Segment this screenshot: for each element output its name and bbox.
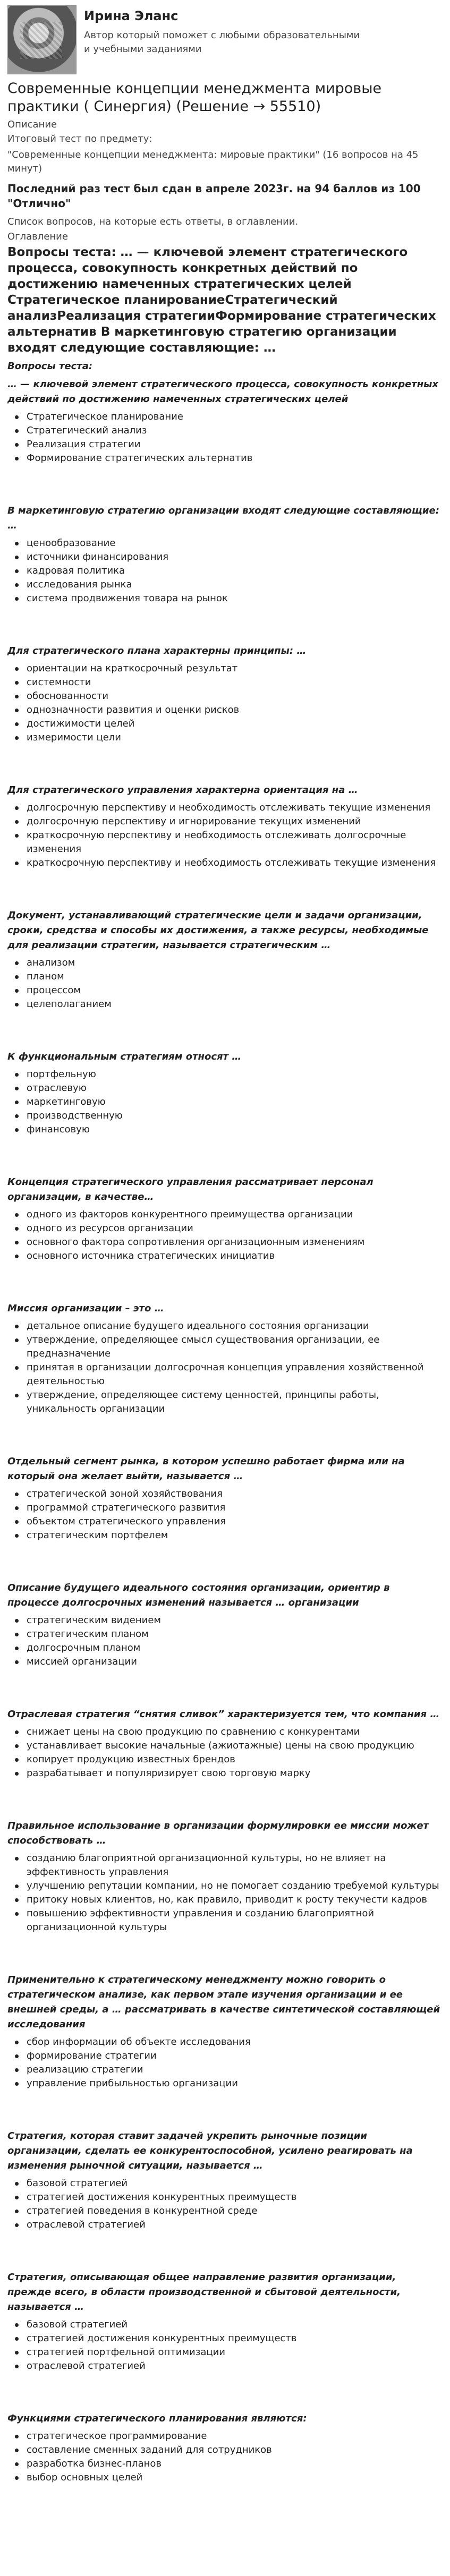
avatar[interactable]	[7, 5, 77, 74]
question-text: Для стратегического управления характерна ориентация на …	[7, 784, 358, 796]
answer-option: управление прибыльностью организации	[27, 2077, 443, 2091]
answer-option: целеполаганием	[27, 997, 443, 1011]
answer-option: Стратегическое планирование	[27, 410, 443, 424]
question-block	[7, 1973, 443, 2091]
answer-option: достижимости целей	[27, 717, 443, 731]
answer-option: разрабатывает и популяризирует свою торговую марку	[27, 1767, 443, 1780]
answer-option: реализацию стратегии	[27, 2063, 443, 2077]
answer-options	[7, 2318, 443, 2373]
question-text: Для стратегического плана характерны принципы: …	[7, 645, 307, 656]
answer-option: система продвижения товара на рынок	[27, 592, 443, 605]
answer-option: долгосрочную перспективу и игнорирование текущих изменений	[27, 815, 443, 829]
toc-text[interactable]: Вопросы теста: … — ключевой элемент стратегического процесса, совокупность конкретных действий по достижению намеченных стратегических целей Стратегическое планированиеСтратегический анализРеализация стратегииФормирование стратегических альтернатив В маркетинговую стратегию организации входят следующие составляющие: …	[7, 245, 436, 355]
answer-option: обоснованности	[27, 689, 443, 703]
answer-option: отраслевой стратегией	[27, 2359, 443, 2373]
answer-option: стратегическим планом	[27, 1627, 443, 1641]
answer-option: стратегическим портфелем	[27, 1529, 443, 1542]
answer-option: краткосрочную перспективу и необходимость отслеживать текущие изменения	[27, 856, 443, 870]
question-text: В маркетинговую стратегию организации входят следующие составляющие: …	[7, 505, 439, 531]
answer-options	[7, 662, 443, 745]
answer-option: исследования рынка	[27, 578, 443, 592]
answer-options	[7, 1319, 443, 1416]
question-block	[7, 2129, 443, 2232]
answer-option: источники финансирования	[27, 550, 443, 564]
question-block	[7, 1301, 443, 1416]
questions-label: Вопросы теста:	[7, 361, 93, 372]
answer-options	[7, 1487, 443, 1542]
answer-option: улучшению репутации компании, но не помогает созданию требуемой культуры	[27, 1879, 443, 1893]
question-block	[7, 377, 443, 465]
answer-options	[7, 2035, 443, 2091]
answer-options	[7, 1852, 443, 1934]
answer-option: утверждение, определяющее систему ценностей, принципы работы, уникальность организации	[27, 1388, 443, 1416]
answer-option: стратегическим видением	[27, 1614, 443, 1627]
answer-option: стратегией достижения конкурентных преимуществ	[27, 2190, 443, 2204]
question-block	[7, 2270, 443, 2373]
answer-option: утверждение, определяющее смысл существования организации, ее предназначение	[27, 1333, 443, 1361]
answer-option: измеримости цели	[27, 731, 443, 745]
answer-option: кадровая политика	[27, 564, 443, 578]
answer-option: сбор информации об объекте исследования	[27, 2035, 443, 2049]
question-text: К функциональным стратегиям относят …	[7, 1051, 242, 1062]
answer-option: стратегической зоной хозяйствования	[27, 1487, 443, 1501]
answer-option: устанавливает высокие начальные (ажиотажные) цены на свою продукцию	[27, 1739, 443, 1753]
answer-options	[7, 410, 443, 465]
question-text: Применительно к стратегическому менеджменту можно говорить о стратегическом анализе, как первом этапе изучения организации и ее внешней среды, а … рассматривать в качестве синтетической составляющей исследования	[7, 1974, 440, 2030]
answer-option: долгосрочным планом	[27, 1641, 443, 1655]
question-text: Стратегия, описывающая общее направление развития организации, прежде всего, в области производственной и сбытовой деятельности, называется …	[7, 2272, 401, 2313]
answer-options	[7, 956, 443, 1011]
answer-option: одного из ресурсов организации	[27, 1222, 443, 1235]
author-block	[7, 5, 443, 74]
answer-option: программой стратегического развития	[27, 1501, 443, 1515]
question-text: Концепция стратегического управления рассматривает персонал организации, в качестве…	[7, 1176, 373, 1202]
answer-options	[7, 536, 443, 605]
question-block	[7, 783, 443, 870]
answer-option: разработка бизнес-планов	[27, 2457, 443, 2471]
passed-info: Последний раз тест был сдан в апреле 2023г. на 94 баллов из 100 "Отлично"	[7, 182, 421, 210]
questions-list	[7, 377, 443, 2485]
answer-option: основного источника стратегических инициатив	[27, 1249, 443, 1263]
answer-option: финансовую	[27, 1123, 443, 1137]
answer-option: производственную	[27, 1109, 443, 1123]
answer-option: основного фактора сопротивления организационным изменениям	[27, 1235, 443, 1249]
answer-option: составление сменных заданий для сотрудников	[27, 2443, 443, 2457]
answer-options	[7, 2177, 443, 2232]
answer-option: ориентации на краткосрочный результат	[27, 662, 443, 676]
author-info	[84, 5, 360, 56]
answer-option: стратегией портфельной оптимизации	[27, 2345, 443, 2359]
answer-option: долгосрочную перспективу и необходимость отслеживать текущие изменения	[27, 801, 443, 815]
answer-option: стратегией поведения в конкурентной среде	[27, 2204, 443, 2218]
answer-option: ценообразование	[27, 536, 443, 550]
answer-option: базовой стратегией	[27, 2177, 443, 2190]
subtitle: Итоговый тест по предмету:	[7, 133, 152, 144]
question-text: Стратегия, которая ставит задачей укрепить рыночные позиции организации, сделать ее конкурентоспособной, усилено реагировать на изменения рыночной ситуации, называется …	[7, 2130, 413, 2171]
question-text: Отраслевая стратегия “снятия сливок” характеризуется тем, что компания …	[7, 1709, 440, 1720]
answer-option: выбор основных целей	[27, 2471, 443, 2485]
question-block	[7, 644, 443, 745]
question-block	[7, 1707, 443, 1780]
answer-option: однозначности развития и оценки рисков	[27, 703, 443, 717]
answer-options	[7, 1614, 443, 1669]
answer-options	[7, 1068, 443, 1137]
question-block	[7, 1454, 443, 1542]
answer-option: одного из факторов конкурентного преимущества организации	[27, 1208, 443, 1222]
answer-options	[7, 1208, 443, 1263]
answer-option: копирует продукцию известных брендов	[27, 1753, 443, 1767]
answer-option: планом	[27, 970, 443, 984]
course-name: "Современные концепции менеджмента: мировые практики" (16 вопросов на 45 минут)	[7, 149, 419, 174]
answer-options	[7, 1725, 443, 1780]
question-block	[7, 1819, 443, 1934]
answer-option: Формирование стратегических альтернатив	[27, 451, 443, 465]
answer-option: портфельную	[27, 1068, 443, 1081]
question-block	[7, 2411, 443, 2485]
answer-option: Стратегический анализ	[27, 424, 443, 438]
answer-option: процессом	[27, 984, 443, 997]
answer-option: созданию благоприятной организационной культуры, но не влияет на эффективность управления	[27, 1852, 443, 1879]
answer-option: базовой стратегией	[27, 2318, 443, 2332]
answer-option: притоку новых клиентов, но, как правило, приводит к росту текучести кадров	[27, 1893, 443, 1907]
answer-option: детальное описание будущего идеального состояния организации	[27, 1319, 443, 1333]
question-text: Отдельный сегмент рынка, в котором успешно работает фирма или на который она желает выйти, называется …	[7, 1456, 405, 1482]
author-description: Автор который поможет с любыми образовательными и учебными заданиями	[84, 30, 360, 55]
answer-option: отраслевую	[27, 1081, 443, 1095]
question-block	[7, 1175, 443, 1263]
toc-label: Оглавление	[7, 231, 68, 242]
question-block	[7, 1581, 443, 1669]
description-label: Описание	[7, 119, 57, 130]
question-text: Функциями стратегического планирования являются:	[7, 2413, 307, 2424]
answer-option: формирование стратегии	[27, 2049, 443, 2063]
question-text: Описание будущего идеального состояния организации, ориентир в процессе долгосрочных изменений называется … организации	[7, 1582, 390, 1608]
answer-option: системности	[27, 676, 443, 689]
author-name[interactable]: Ирина Эланс	[84, 8, 179, 23]
answer-option: миссией организации	[27, 1655, 443, 1669]
answer-options	[7, 2429, 443, 2485]
question-text: Правильное использование в организации формулировки ее миссии может способствовать …	[7, 1820, 429, 1846]
question-text: Миссия организации – это …	[7, 1303, 164, 1314]
page-title: Современные концепции менеджмента мировые практики ( Синергия) (Решение → 55510)	[7, 80, 382, 115]
answer-option: маркетинговую	[27, 1095, 443, 1109]
answer-option: стратегией достижения конкурентных преимуществ	[27, 2332, 443, 2345]
question-block	[7, 504, 443, 605]
answer-option: краткосрочную перспективу и необходимость отслеживать долгосрочные изменения	[27, 829, 443, 856]
answer-option: стратегическое программирование	[27, 2429, 443, 2443]
answer-option: снижает цены на свою продукцию по сравнению с конкурентами	[27, 1725, 443, 1739]
answer-option: принятая в организации долгосрочная концепция управления хозяйственной деятельностью	[27, 1361, 443, 1388]
answer-option: объектом стратегического управления	[27, 1515, 443, 1529]
answer-option: Реализация стратегии	[27, 438, 443, 451]
question-block	[7, 1050, 443, 1137]
question-block	[7, 908, 443, 1011]
toc-note: Список вопросов, на которые есть ответы, в оглавлении.	[7, 216, 299, 227]
question-text: Документ, устанавливающий стратегические цели и задачи организации, сроки, средства и способы их достижения, а также ресурсы, необходимые для реализации стратегии, называется стратегическим …	[7, 910, 429, 951]
answer-options	[7, 801, 443, 870]
answer-option: отраслевой стратегией	[27, 2218, 443, 2232]
question-text: … — ключевой элемент стратегического процесса, совокупность конкретных действий по достижению намеченных стратегических целей	[7, 379, 439, 405]
answer-option: повышению эффективности управления и созданию благоприятной организационной культуры	[27, 1907, 443, 1934]
answer-option: анализом	[27, 956, 443, 970]
